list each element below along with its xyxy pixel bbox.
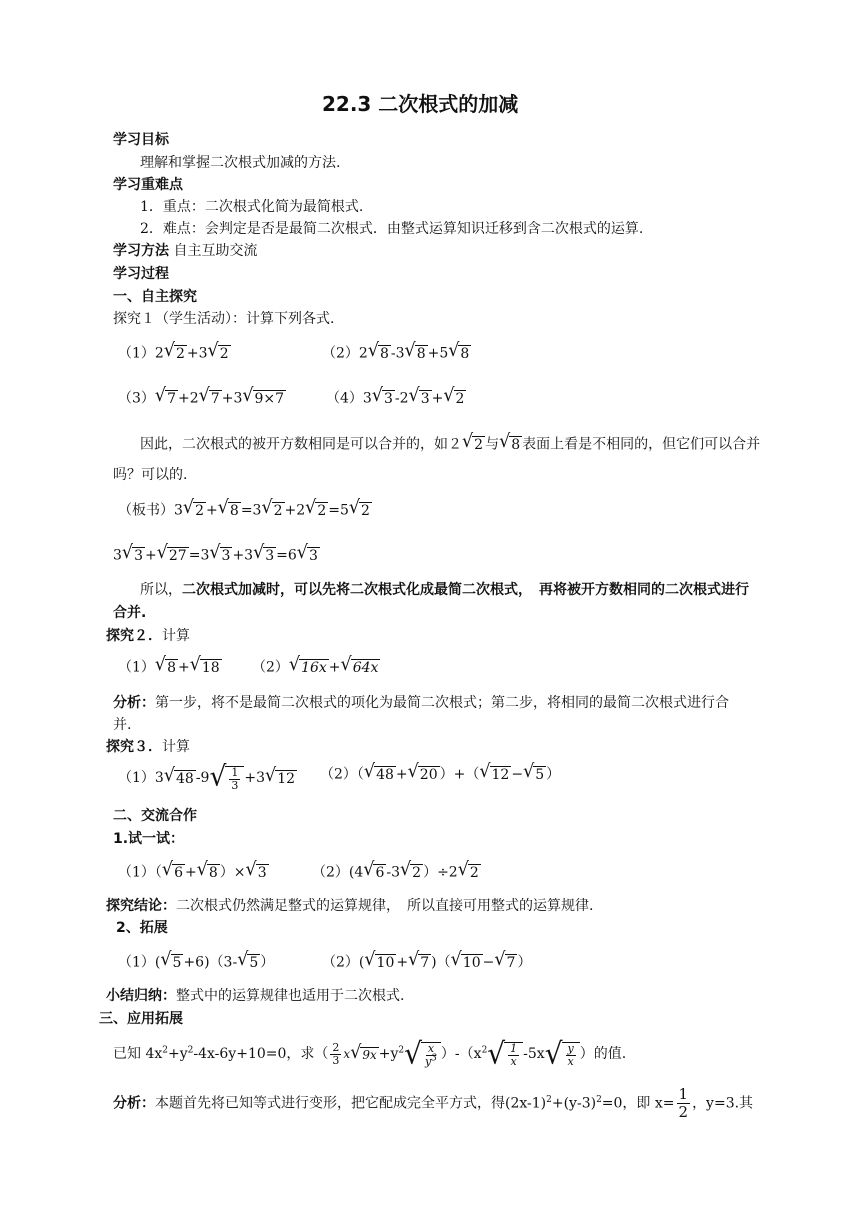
radicand: 2	[219, 346, 229, 362]
text: −	[482, 954, 495, 971]
denominator: 3	[231, 779, 239, 792]
sqrt: √ 7	[198, 385, 220, 407]
numerator: 1	[510, 1042, 518, 1055]
text-bold: 探究结论：	[106, 898, 176, 914]
text: +y	[168, 1046, 188, 1062]
text: +	[395, 766, 408, 783]
para-1	[140, 431, 761, 455]
fraction	[330, 1042, 341, 1067]
sqrt: √ 7	[408, 949, 430, 971]
ex1-intro: 探究１（学生活动）：计算下列各式.	[113, 311, 335, 327]
conclusion-1-cont: 合并.	[113, 605, 147, 621]
radicand: 8	[460, 346, 470, 362]
text: 第一步，将不是最简二次根式的项化为最简二次根式；第二步，将相同的最简二次根式进行合	[155, 695, 729, 711]
sqrt: √ 2	[457, 859, 479, 881]
text: ）	[546, 766, 561, 783]
radicand: 27	[168, 548, 187, 564]
method-heading: 学习方法	[113, 243, 169, 259]
ex2-analysis	[113, 693, 729, 713]
superscript: 2	[481, 1045, 488, 1056]
superscript: 3	[431, 1053, 437, 1064]
sqrt: √ $\frac{1}{x}$	[487, 1040, 523, 1068]
denominator: x	[567, 1055, 574, 1068]
radicand: 8	[511, 437, 521, 453]
sqrt: √ 6	[161, 859, 183, 881]
radicand: 3	[257, 865, 267, 881]
text: +2	[178, 390, 199, 407]
sqrt: √ 9x	[350, 1042, 377, 1064]
sqrt: √ 9×7	[242, 385, 285, 407]
text: ）÷2	[423, 864, 458, 881]
radicand: 2	[273, 503, 283, 519]
text: （板书）3	[118, 502, 183, 519]
text: （1）（	[118, 864, 162, 881]
application-question	[113, 1036, 627, 1071]
radicand: 8	[379, 346, 389, 362]
extend-item-2	[322, 949, 532, 973]
ex3-heading	[106, 737, 190, 757]
radicand: 3	[134, 548, 143, 564]
text: -2	[394, 390, 409, 407]
text: -9	[195, 770, 210, 786]
text: y	[424, 1055, 432, 1068]
text: 本题首先将已知等式进行变形，把它配成完全平方式，得(2x-1)	[155, 1095, 547, 1112]
numerator: 1	[231, 766, 239, 779]
para-1-cont: 吗？可以的.	[113, 467, 188, 483]
text: -5x	[523, 1046, 545, 1062]
text: ）	[260, 954, 275, 971]
text-bold: 二次根式加减时，可以先将二次根式化成最简二次根式， 再将被开方数相同的二次根式进行	[182, 582, 749, 598]
sqrt: √ 2	[261, 497, 283, 519]
radicand: 48	[175, 770, 194, 787]
sqrt: √ 3	[408, 385, 430, 407]
sqrt: √ 3	[121, 542, 143, 564]
radicand: 3	[420, 391, 430, 407]
text: x	[343, 1047, 351, 1061]
ex1-item-4	[326, 385, 466, 409]
radicand: 64x	[352, 660, 379, 676]
text: +	[185, 864, 197, 881]
sqrt: √ 8	[448, 340, 470, 362]
text: （1）	[118, 659, 155, 676]
ex3-item-1	[118, 760, 297, 793]
superscript: 2	[596, 1094, 602, 1105]
try-item-2	[312, 859, 481, 883]
radicand: 3	[308, 548, 318, 564]
radicand: 7	[420, 955, 430, 971]
text: （2）2	[322, 345, 368, 362]
text: +	[206, 502, 218, 519]
text: 表面上看是不相同的，但它们可以合并	[522, 436, 761, 453]
sec2-conclusion	[106, 896, 593, 916]
sqrt: √ 64x	[340, 654, 379, 676]
radicand: 2	[175, 346, 185, 362]
text: +	[396, 954, 409, 971]
fraction	[677, 1086, 691, 1121]
sqrt: √ 5	[237, 949, 259, 971]
sqrt: √ 12	[479, 761, 510, 783]
sqrt: √ 10	[364, 949, 395, 971]
ex1-item-3	[118, 385, 286, 409]
ex3-item-2	[320, 761, 561, 785]
radicand: 5	[249, 955, 259, 971]
text: （1）2	[118, 345, 164, 362]
text: ）的值.	[579, 1046, 627, 1062]
fraction	[229, 767, 240, 792]
radicand: 2	[317, 503, 327, 519]
sqrt: √ 48	[163, 765, 194, 787]
denominator: 2	[678, 1103, 689, 1121]
sqrt: √ 2	[305, 497, 327, 519]
radicand: 16x	[301, 660, 327, 676]
radicand: 8	[416, 346, 426, 362]
text: +2	[284, 502, 306, 519]
text: =5	[328, 502, 349, 519]
superscript: 2	[546, 1094, 552, 1105]
try-heading: 1.试一试：	[113, 831, 185, 847]
text: （1）3	[118, 770, 164, 786]
ex1-item-1	[118, 340, 231, 364]
goal-text: 理解和掌握二次根式加减的方法.	[140, 155, 341, 171]
radicand: 7	[506, 955, 516, 971]
denominator: x	[510, 1055, 517, 1068]
text: 与	[485, 436, 500, 453]
text: =3	[188, 547, 210, 564]
sqrt: √ 3	[371, 385, 393, 407]
text: +3	[232, 547, 254, 564]
text: −	[511, 766, 524, 783]
radicand: 2	[474, 437, 484, 453]
sqrt: √ 2	[207, 340, 229, 362]
sqrt: √ 8	[404, 340, 426, 362]
ex2-item-1	[118, 654, 222, 678]
sqrt: √ 16x	[288, 654, 327, 676]
sqrt: √ 5	[523, 761, 545, 783]
application-analysis	[113, 1086, 753, 1121]
sqrt: √ 12	[265, 765, 296, 787]
text: 已知 4x	[113, 1046, 163, 1062]
radicand: 7	[210, 391, 220, 407]
radicand: 20	[419, 767, 438, 783]
numerator: y	[567, 1042, 574, 1055]
radicand: 5	[535, 767, 545, 783]
sqrt: √ $\frac{x}{y^3}$	[404, 1040, 441, 1068]
text: ）×	[219, 864, 246, 881]
radicand: 12	[491, 767, 510, 783]
radicand: 2	[195, 503, 204, 519]
radicand: 12	[277, 770, 296, 787]
text: ）+（	[439, 766, 480, 783]
text-bold: 分析：	[113, 1095, 155, 1112]
process-heading: 学习过程	[113, 266, 169, 282]
text: 因此，二次根式的被开方数相同是可以合并的，如２	[140, 436, 462, 453]
numerator: 1	[678, 1085, 689, 1103]
ex2-heading	[106, 626, 190, 646]
text: +5	[427, 345, 449, 362]
sqrt: √ 5	[160, 949, 182, 971]
sqrt: √ 8	[196, 859, 218, 881]
text: +6)（3-	[183, 954, 238, 971]
sqrt: √ $\frac{1}{3}$	[209, 764, 244, 792]
sqrt: √ 2	[182, 497, 204, 519]
radicand: 6	[375, 865, 385, 881]
numerator: x	[427, 1042, 435, 1055]
text: （2）	[252, 659, 289, 676]
text-bold: 探究２．	[106, 628, 162, 644]
radicand: 7	[167, 391, 176, 407]
text: （2）（	[320, 766, 364, 783]
radicand: 9x	[362, 1048, 377, 1062]
key-heading: 学习重难点	[113, 177, 183, 193]
try-item-1	[118, 859, 269, 883]
radicand: 3	[383, 391, 393, 407]
method-line	[113, 241, 257, 261]
key-point-2: 2．难点：会判定是否是最简二次根式．由整式运算知识迁移到含二次根式的运算.	[140, 221, 644, 237]
key-point-1: 1．重点：二次根式化简为最简根式.	[140, 199, 364, 215]
sec1-heading: 一、自主探究	[113, 289, 197, 305]
text: =3	[240, 502, 262, 519]
text: +	[145, 547, 157, 564]
text: -3	[386, 864, 400, 881]
text: +	[431, 390, 444, 407]
sqrt: √ 2	[400, 859, 422, 881]
radicand: 2	[412, 865, 422, 881]
radicand: 48	[376, 767, 394, 783]
sqrt: √ 7	[494, 949, 516, 971]
text: 所以，	[140, 582, 182, 598]
fraction	[508, 1043, 519, 1068]
text: ，y=3.其	[692, 1095, 754, 1112]
text: （2）(4	[312, 864, 364, 881]
sqrt: √ 18	[189, 654, 220, 676]
sqrt: √ 27	[156, 542, 187, 564]
text-bold: 小结归纳：	[106, 988, 176, 1004]
text: ）-（x	[440, 1046, 482, 1062]
fraction	[425, 1043, 437, 1068]
sqrt: √ 7	[154, 385, 176, 407]
text: 计算	[162, 739, 190, 755]
text: +3	[221, 390, 243, 407]
text: +y	[378, 1046, 399, 1062]
radicand: 2	[361, 503, 370, 519]
page-title: 22.3 二次根式的加减	[322, 92, 519, 116]
radicand: 5	[172, 955, 182, 971]
radicand: 18	[201, 660, 220, 676]
denominator	[424, 1053, 437, 1068]
sqrt: √ 8	[367, 340, 389, 362]
sqrt: √ 2	[348, 497, 370, 519]
sqrt: √ 3	[253, 542, 275, 564]
text: （4）3	[326, 390, 372, 407]
extend-heading: 2、拓展	[116, 920, 168, 936]
text-bold: 分析：	[113, 695, 155, 711]
sqrt: √ 6	[363, 859, 385, 881]
radicand: 10	[462, 955, 481, 971]
sqrt: √ 2	[462, 431, 484, 453]
radicand: 10	[376, 955, 395, 971]
radicand: 9×7	[254, 391, 285, 407]
text: （1）(	[118, 954, 161, 971]
sqrt: √ 3	[296, 542, 318, 564]
radicand: 6	[174, 865, 183, 881]
text: ）	[517, 954, 532, 971]
text: （2）(	[322, 954, 365, 971]
text: +3	[186, 345, 208, 362]
sqrt: √ 2	[443, 385, 465, 407]
text: )（	[431, 954, 451, 971]
goal-heading: 学习目标	[113, 132, 169, 148]
text: +3	[244, 770, 266, 786]
text: =6	[276, 547, 297, 564]
denominator: 3	[332, 1053, 340, 1067]
text: -3	[390, 345, 405, 362]
text: +	[328, 659, 341, 676]
ex2-item-2	[252, 654, 380, 678]
text: +	[178, 659, 190, 676]
extend-item-1	[118, 949, 275, 973]
radicand: 8	[229, 503, 239, 519]
conclusion-1	[140, 580, 749, 600]
superscript: 2	[162, 1045, 168, 1056]
text: 3	[113, 547, 122, 564]
ex1-item-2	[322, 340, 471, 364]
sqrt: √ 10	[450, 949, 481, 971]
sec3-heading: 三、应用拓展	[99, 1011, 183, 1027]
text: 整式中的运算规律也适用于二次根式.	[176, 988, 405, 1004]
text: 计算	[162, 628, 190, 644]
radicand: 3	[265, 548, 275, 564]
radicand: 2	[455, 391, 465, 407]
text: 二次根式仍然满足整式的运算规律， 所以直接可用整式的运算规律.	[176, 898, 594, 914]
numerator: 2	[332, 1040, 340, 1054]
superscript: 2	[187, 1045, 194, 1056]
text-bold: 探究３．	[106, 739, 162, 755]
board-line-1	[118, 497, 372, 521]
text: =0，即 x=	[601, 1095, 675, 1112]
radicand: 8	[208, 865, 218, 881]
radicand: 3	[221, 548, 231, 564]
sqrt: √ 3	[209, 542, 231, 564]
radicand: 8	[167, 660, 176, 676]
sqrt: √ 2	[163, 340, 185, 362]
sqrt: √ 3	[245, 859, 267, 881]
ex2-analysis-cont: 并.	[113, 717, 132, 733]
sqrt: √ $\frac{y}{x}$	[545, 1040, 580, 1068]
sqrt: √ 48	[363, 761, 394, 783]
fraction	[566, 1043, 576, 1068]
method-text: 自主互助交流	[173, 243, 258, 259]
sqrt: √ 20	[407, 761, 438, 783]
text: （3）	[118, 390, 155, 407]
sec2-heading: 二、交流合作	[113, 808, 197, 824]
board-line-2	[113, 542, 320, 566]
sqrt: √ 8	[499, 431, 521, 453]
sqrt: √ 8	[154, 654, 176, 676]
text: +(y-3)	[551, 1095, 597, 1112]
superscript: 2	[398, 1045, 405, 1056]
summary	[106, 986, 404, 1006]
text: -4x-6y+10=0，求（	[193, 1046, 329, 1062]
sqrt: √ 8	[217, 497, 239, 519]
radicand: 2	[469, 865, 479, 881]
